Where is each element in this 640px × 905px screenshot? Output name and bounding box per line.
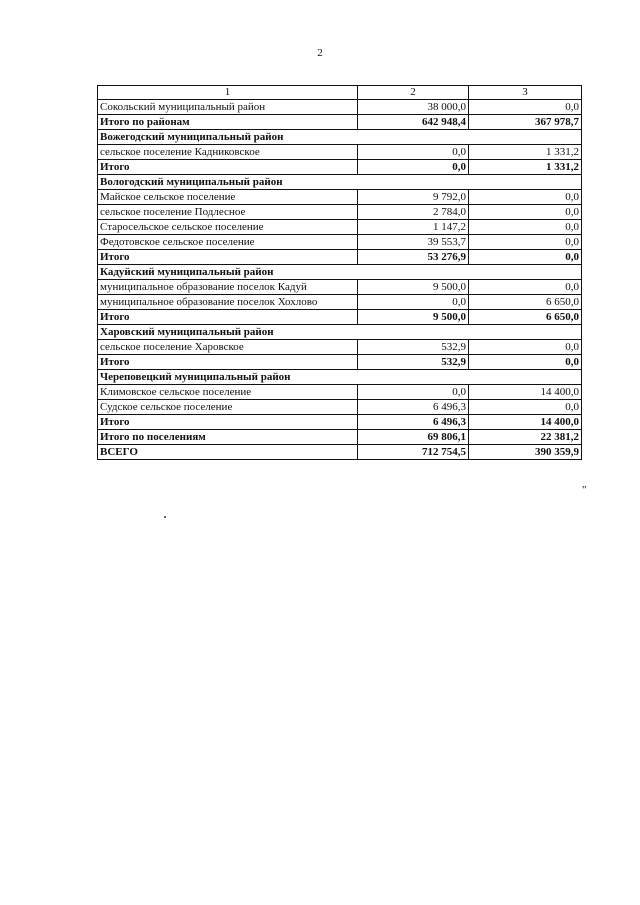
row-label: Итого по районам: [98, 115, 358, 130]
value-column-2: 642 948,4: [358, 115, 469, 130]
total-row: [98, 355, 582, 370]
row-label: Итого: [98, 310, 358, 325]
row-label: сельское поселение Харовское: [98, 340, 358, 355]
value-column-2: 9 500,0: [358, 280, 469, 295]
row-label: ВСЕГО: [98, 445, 358, 460]
district-name: Кадуйский муниципальный район: [98, 265, 582, 280]
row-label: муниципальное образование поселок Кадуй: [98, 280, 358, 295]
table-row: [98, 100, 582, 115]
table-row: [98, 235, 582, 250]
district-name: Вожегодский муниципальный район: [98, 130, 582, 145]
closing-quote: ": [582, 484, 587, 496]
page-number: 2: [317, 47, 323, 59]
district-header-row: [98, 130, 582, 145]
table-header-row: [98, 86, 582, 100]
total-row: [98, 115, 582, 130]
total-row: [98, 445, 582, 460]
column-header-1: 1: [98, 86, 358, 100]
budget-table-body: [98, 86, 582, 460]
row-label: муниципальное образование поселок Хохлово: [98, 295, 358, 310]
value-column-3: 0,0: [469, 220, 582, 235]
value-column-3: 367 978,7: [469, 115, 582, 130]
total-row: [98, 250, 582, 265]
value-column-3: 0,0: [469, 400, 582, 415]
value-column-2: 9 792,0: [358, 190, 469, 205]
row-label: Федотовское сельское поселение: [98, 235, 358, 250]
scan-speck: [164, 516, 166, 518]
value-column-2: 38 000,0: [358, 100, 469, 115]
total-row: [98, 430, 582, 445]
district-header-row: [98, 265, 582, 280]
value-column-2: 712 754,5: [358, 445, 469, 460]
district-name: Вологодский муниципальный район: [98, 175, 582, 190]
row-label: сельское поселение Кадниковское: [98, 145, 358, 160]
value-column-2: 69 806,1: [358, 430, 469, 445]
row-label: сельское поселение Подлесное: [98, 205, 358, 220]
value-column-3: 6 650,0: [469, 295, 582, 310]
total-row: [98, 160, 582, 175]
value-column-3: 0,0: [469, 340, 582, 355]
table-row: [98, 295, 582, 310]
table-row: [98, 340, 582, 355]
district-header-row: [98, 175, 582, 190]
row-label: Итого по поселениям: [98, 430, 358, 445]
column-header-2: 2: [358, 86, 469, 100]
value-column-3: 1 331,2: [469, 145, 582, 160]
district-header-row: [98, 370, 582, 385]
value-column-3: 0,0: [469, 190, 582, 205]
value-column-2: 9 500,0: [358, 310, 469, 325]
row-label: Итого: [98, 355, 358, 370]
table-row: [98, 145, 582, 160]
value-column-3: 0,0: [469, 355, 582, 370]
value-column-3: 6 650,0: [469, 310, 582, 325]
value-column-2: 0,0: [358, 385, 469, 400]
row-label: Итого: [98, 415, 358, 430]
table-row: [98, 205, 582, 220]
value-column-2: 39 553,7: [358, 235, 469, 250]
table-row: [98, 400, 582, 415]
table-row: [98, 190, 582, 205]
row-label: Судское сельское поселение: [98, 400, 358, 415]
value-column-2: 2 784,0: [358, 205, 469, 220]
value-column-2: 532,9: [358, 340, 469, 355]
value-column-3: 0,0: [469, 280, 582, 295]
row-label: Климовское сельское поселение: [98, 385, 358, 400]
value-column-2: 6 496,3: [358, 400, 469, 415]
budget-table: [97, 85, 582, 460]
value-column-2: 53 276,9: [358, 250, 469, 265]
column-header-3: 3: [469, 86, 582, 100]
value-column-3: 0,0: [469, 250, 582, 265]
district-name: Череповецкий муниципальный район: [98, 370, 582, 385]
row-label: Итого: [98, 250, 358, 265]
value-column-2: 532,9: [358, 355, 469, 370]
total-row: [98, 310, 582, 325]
value-column-3: 0,0: [469, 235, 582, 250]
value-column-3: 14 400,0: [469, 415, 582, 430]
table-row: [98, 220, 582, 235]
value-column-3: 22 381,2: [469, 430, 582, 445]
value-column-3: 14 400,0: [469, 385, 582, 400]
value-column-3: 0,0: [469, 205, 582, 220]
value-column-2: 1 147,2: [358, 220, 469, 235]
row-label: Сокольский муниципальный район: [98, 100, 358, 115]
value-column-2: 0,0: [358, 160, 469, 175]
district-header-row: [98, 325, 582, 340]
total-row: [98, 415, 582, 430]
value-column-3: 1 331,2: [469, 160, 582, 175]
table-row: [98, 280, 582, 295]
table-row: [98, 385, 582, 400]
value-column-3: 0,0: [469, 100, 582, 115]
row-label: Старосельское сельское поселение: [98, 220, 358, 235]
value-column-3: 390 359,9: [469, 445, 582, 460]
value-column-2: 6 496,3: [358, 415, 469, 430]
district-name: Харовский муниципальный район: [98, 325, 582, 340]
row-label: Итого: [98, 160, 358, 175]
value-column-2: 0,0: [358, 145, 469, 160]
value-column-2: 0,0: [358, 295, 469, 310]
row-label: Майское сельское поселение: [98, 190, 358, 205]
